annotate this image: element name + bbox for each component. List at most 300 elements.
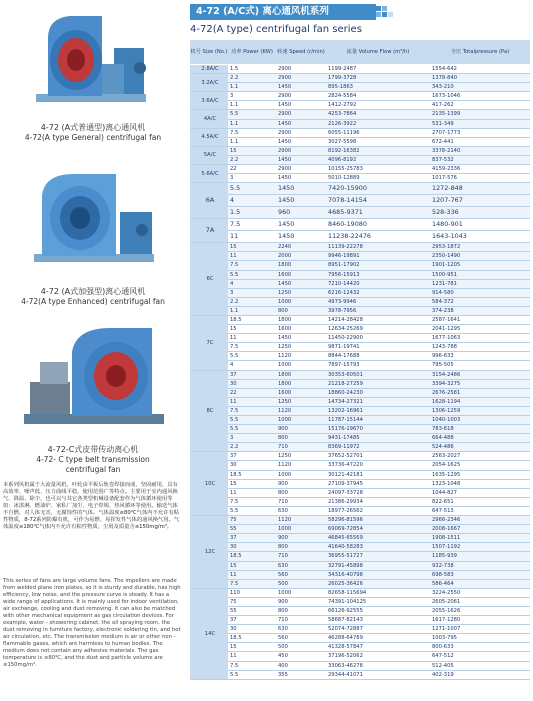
speed-cell: 1120 [276, 461, 326, 470]
speed-cell: 800 [276, 606, 326, 615]
volume-flow-cell: 7420-15900 [326, 183, 430, 195]
table-row [190, 146, 530, 155]
table-row [190, 361, 530, 370]
volume-flow-cell: 7897-15793 [326, 361, 430, 370]
volume-flow-cell: 33736-47220 [326, 461, 430, 470]
speed-cell: 1120 [276, 352, 326, 361]
table-row [190, 119, 530, 128]
volume-flow-cell: 74391-104125 [326, 597, 430, 606]
power-cell: 3 [228, 174, 276, 183]
speed-cell: 710 [276, 497, 326, 506]
table-row [190, 92, 530, 101]
total-pressure-cell: 2135-1399 [430, 110, 530, 119]
power-cell: 15 [228, 146, 276, 155]
table-row [190, 443, 530, 452]
table-row [190, 219, 530, 231]
total-pressure-cell: 1507-1192 [430, 543, 530, 552]
speed-cell: 1450 [276, 137, 326, 146]
total-pressure-cell: 2055-1626 [430, 606, 530, 615]
total-pressure-cell: 1243-788 [430, 343, 530, 352]
speed-cell: 2240 [276, 243, 326, 252]
spec-table [190, 40, 530, 680]
size-cell: 5A/C [190, 146, 228, 164]
speed-cell: 1800 [276, 261, 326, 270]
power-cell: 5.5 [228, 506, 276, 515]
speed-cell: 1800 [276, 315, 326, 324]
size-cell: 14C [190, 588, 228, 679]
power-cell: 7.5 [228, 128, 276, 137]
power-cell: 4 [228, 361, 276, 370]
speed-cell: 2900 [276, 110, 326, 119]
speed-cell: 400 [276, 661, 326, 670]
speed-cell: 1450 [276, 231, 326, 243]
power-cell: 7.5 [228, 261, 276, 270]
speed-cell: 1000 [276, 416, 326, 425]
size-cell: 7A [190, 219, 228, 243]
total-pressure-cell: 1272-848 [430, 183, 530, 195]
total-pressure-cell: 783-618 [430, 425, 530, 434]
volume-flow-cell: 1799-3728 [326, 74, 430, 83]
power-cell: 2.2 [228, 443, 276, 452]
power-cell: 15 [228, 479, 276, 488]
volume-flow-cell: 26025-36426 [326, 579, 430, 588]
power-cell: 37 [228, 452, 276, 461]
size-cell: 12C [190, 516, 228, 589]
table-row [190, 288, 530, 297]
total-pressure-cell: 531-349 [430, 119, 530, 128]
fan-image-enhanced [30, 168, 160, 268]
power-cell: 1.1 [228, 137, 276, 146]
size-cell: 6A [190, 183, 228, 219]
table-row [190, 279, 530, 288]
power-cell: 4 [228, 279, 276, 288]
power-cell: 18.5 [228, 552, 276, 561]
table-row [190, 616, 530, 625]
total-pressure-cell: 2008-1667 [430, 525, 530, 534]
total-pressure-cell: 822-651 [430, 497, 530, 506]
table-row [190, 597, 530, 606]
table-row [190, 479, 530, 488]
speed-cell: 900 [276, 534, 326, 543]
speed-cell: 560 [276, 634, 326, 643]
total-pressure-cell: 996-633 [430, 352, 530, 361]
table-row [190, 183, 530, 195]
total-pressure-cell: 2676-2581 [430, 388, 530, 397]
total-pressure-cell: 1003-795 [430, 634, 530, 643]
table-row [190, 101, 530, 110]
power-cell: 5.5 [228, 670, 276, 679]
total-pressure-cell: 1378-840 [430, 74, 530, 83]
total-pressure-cell: 1908-1511 [430, 534, 530, 543]
power-cell: 11 [228, 488, 276, 497]
speed-cell: 1800 [276, 379, 326, 388]
total-pressure-cell: 698-583 [430, 570, 530, 579]
power-cell: 75 [228, 516, 276, 525]
volume-flow-cell: 27109-37945 [326, 479, 430, 488]
power-cell: 11 [228, 252, 276, 261]
power-cell: 37 [228, 616, 276, 625]
total-pressure-cell: 524-486 [430, 443, 530, 452]
total-pressure-cell: 664-488 [430, 434, 530, 443]
power-cell: 110 [228, 588, 276, 597]
table-row [190, 452, 530, 461]
power-cell: 7.5 [228, 406, 276, 415]
volume-flow-cell: 33063-46278 [326, 661, 430, 670]
speed-cell: 800 [276, 488, 326, 497]
power-cell: 55 [228, 606, 276, 615]
decorative-squares-icon [376, 4, 406, 20]
volume-flow-cell: 4685-9371 [326, 207, 430, 219]
spec-table-header [190, 40, 530, 65]
table-row [190, 643, 530, 652]
speed-cell: 900 [276, 425, 326, 434]
power-cell: 15 [228, 243, 276, 252]
volume-flow-cell: 11139-22278 [326, 243, 430, 252]
caption-cn-general: 4-72 (A式普通型)离心通风机 [40, 123, 146, 132]
power-cell: 7.5 [228, 343, 276, 352]
volume-flow-cell: 2126-3922 [326, 119, 430, 128]
total-pressure-cell: 1554-642 [430, 65, 530, 74]
speed-cell: 800 [276, 306, 326, 315]
size-cell: 3.2A/C [190, 74, 228, 92]
volume-flow-cell: 8844-17688 [326, 352, 430, 361]
speed-cell: 1120 [276, 406, 326, 415]
total-pressure-cell: 1185-939 [430, 552, 530, 561]
volume-flow-cell: 8369-11972 [326, 443, 430, 452]
total-pressure-cell: 1500-951 [430, 270, 530, 279]
power-cell: 18.5 [228, 315, 276, 324]
speed-cell: 1450 [276, 83, 326, 92]
power-cell: 30 [228, 543, 276, 552]
total-pressure-cell: 402-319 [430, 670, 530, 679]
total-pressure-cell: 3378-2140 [430, 146, 530, 155]
caption-cn-c-type: 4-72-C式皮带传动离心机 [47, 445, 139, 454]
volume-flow-cell: 14214-28428 [326, 315, 430, 324]
size-cell: 3.6A/C [190, 92, 228, 110]
volume-flow-cell: 46288-64789 [326, 634, 430, 643]
power-cell: 4 [228, 195, 276, 207]
table-row [190, 516, 530, 525]
power-cell: 7.5 [228, 497, 276, 506]
table-row [190, 155, 530, 164]
speed-cell: 1450 [276, 155, 326, 164]
total-pressure-cell: 2707-1773 [430, 128, 530, 137]
size-cell: 2.8A/C [190, 65, 228, 74]
power-cell: 2.2 [228, 297, 276, 306]
total-pressure-cell: 837-532 [430, 155, 530, 164]
table-row [190, 397, 530, 406]
volume-flow-cell: 37196-52062 [326, 652, 430, 661]
total-pressure-cell: 1635-1295 [430, 470, 530, 479]
table-row [190, 461, 530, 470]
volume-flow-cell: 66126-92555 [326, 606, 430, 615]
volume-flow-cell: 29344-41071 [326, 670, 430, 679]
speed-cell: 1450 [276, 219, 326, 231]
speed-cell: 1600 [276, 388, 326, 397]
table-row [190, 334, 530, 343]
header-size: 机号 Size (No.) [190, 40, 228, 65]
total-pressure-cell: 1643-1043 [430, 231, 530, 243]
right-column [190, 0, 530, 701]
volume-flow-cell: 11787-15144 [326, 416, 430, 425]
total-pressure-cell: 647-513 [430, 506, 530, 515]
table-row [190, 74, 530, 83]
volume-flow-cell: 21386-29934 [326, 497, 430, 506]
table-row [190, 670, 530, 679]
speed-cell: 2900 [276, 74, 326, 83]
speed-cell: 960 [276, 207, 326, 219]
speed-cell: 500 [276, 579, 326, 588]
total-pressure-cell: 374-238 [430, 306, 530, 315]
volume-flow-cell: 18977-26562 [326, 506, 430, 515]
size-cell: 7C [190, 315, 228, 370]
speed-cell: 560 [276, 570, 326, 579]
total-pressure-cell: 586-464 [430, 579, 530, 588]
speed-cell: 710 [276, 443, 326, 452]
power-cell: 15 [228, 643, 276, 652]
table-row [190, 83, 530, 92]
table-row [190, 243, 530, 252]
table-row [190, 252, 530, 261]
total-pressure-cell: 343-210 [430, 83, 530, 92]
volume-flow-cell: 30353-60501 [326, 370, 430, 379]
total-pressure-cell: 672-441 [430, 137, 530, 146]
volume-flow-cell: 9431-17485 [326, 434, 430, 443]
table-row [190, 315, 530, 324]
speed-cell: 1450 [276, 174, 326, 183]
volume-flow-cell: 9946-19891 [326, 252, 430, 261]
volume-flow-cell: 46845-65569 [326, 534, 430, 543]
volume-flow-cell: 41328-57847 [326, 643, 430, 652]
power-cell: 5.5 [228, 416, 276, 425]
volume-flow-cell: 3027-5598 [326, 137, 430, 146]
table-row [190, 388, 530, 397]
volume-flow-cell: 11450-22900 [326, 334, 430, 343]
power-cell: 11 [228, 652, 276, 661]
total-pressure-cell: 800-633 [430, 643, 530, 652]
volume-flow-cell: 82658-115694 [326, 588, 430, 597]
speed-cell: 1250 [276, 343, 326, 352]
speed-cell: 2900 [276, 146, 326, 155]
speed-cell: 1600 [276, 325, 326, 334]
total-pressure-cell: 2054-1625 [430, 461, 530, 470]
volume-flow-cell: 4096-8192 [326, 155, 430, 164]
total-pressure-cell: 2587-1641 [430, 315, 530, 324]
speed-cell: 800 [276, 543, 326, 552]
total-pressure-cell: 512-405 [430, 661, 530, 670]
total-pressure-cell: 1901-1205 [430, 261, 530, 270]
speed-cell: 1250 [276, 452, 326, 461]
caption-en-c-type-1: 4-72- C type belt transmission [36, 455, 150, 464]
speed-cell: 1450 [276, 334, 326, 343]
power-cell: 7.5 [228, 661, 276, 670]
speed-cell: 1800 [276, 370, 326, 379]
total-pressure-cell: 2605-2061 [430, 597, 530, 606]
power-cell: 2.2 [228, 155, 276, 164]
total-pressure-cell: 647-512 [430, 652, 530, 661]
description-cn: 本系列风机属于大流量风机，叶轮由平板后轨卷焊接而成，坚固耐用，具有高效率、噪声低、压力曲线平稳，使用范围广等特点。主要用于室内通风换气、降温、除尘，也可以与其它各类型机械设备配套作为气体循环使用等如：冰淇淋、燃油炉、家私厂加尘、电子焊锡、热风循环等使用。输送气体不自燃，对人体无害，无腐蚀性的气体。气体温度≤80℃气体内不允许有粘性物质，8-72系列防爆有机，可作为易燃、易挥发性气体的通风换气用。气体温度≤180℃气体内不允许有粘性物质，尘屑及质量含≤150mg/m³。 [3, 482, 180, 530]
speed-cell: 2900 [276, 165, 326, 174]
total-pressure-cell: 4159-2336 [430, 165, 530, 174]
volume-flow-cell: 36955-51727 [326, 552, 430, 561]
speed-cell: 450 [276, 652, 326, 661]
speed-cell: 2900 [276, 65, 326, 74]
power-cell: 22 [228, 388, 276, 397]
power-cell: 15 [228, 561, 276, 570]
total-pressure-cell: 2953-1872 [430, 243, 530, 252]
table-row [190, 370, 530, 379]
table-row [190, 497, 530, 506]
size-cell: 8C [190, 370, 228, 452]
table-row [190, 297, 530, 306]
volume-flow-cell: 7078-14154 [326, 195, 430, 207]
volume-flow-cell: 895-1863 [326, 83, 430, 92]
power-cell: 7.5 [228, 579, 276, 588]
volume-flow-cell: 11238-22476 [326, 231, 430, 243]
size-cell: 10C [190, 452, 228, 516]
caption-en-general: 4-72(A type General) centrifugal fan [24, 133, 162, 142]
volume-flow-cell: 10155-25783 [326, 165, 430, 174]
table-row [190, 552, 530, 561]
total-pressure-cell: 1040-1003 [430, 416, 530, 425]
total-pressure-cell: 1271-1007 [430, 625, 530, 634]
table-row [190, 434, 530, 443]
speed-cell: 710 [276, 552, 326, 561]
power-cell: 7.5 [228, 219, 276, 231]
power-cell: 5.5 [228, 425, 276, 434]
power-cell: 1.1 [228, 119, 276, 128]
table-row [190, 165, 530, 174]
total-pressure-cell: 528-336 [430, 207, 530, 219]
table-row [190, 270, 530, 279]
volume-flow-cell: 69069-72854 [326, 525, 430, 534]
volume-flow-cell: 14734-27321 [326, 397, 430, 406]
speed-cell: 630 [276, 561, 326, 570]
power-cell: 3 [228, 288, 276, 297]
power-cell: 11 [228, 570, 276, 579]
total-pressure-cell: 2041-1295 [430, 325, 530, 334]
table-row [190, 110, 530, 119]
total-pressure-cell: 1306-1259 [430, 406, 530, 415]
caption-en-c-type-2: centrifugal fan [65, 465, 121, 474]
volume-flow-cell: 58687-82143 [326, 616, 430, 625]
total-pressure-cell: 914-580 [430, 288, 530, 297]
speed-cell: 1450 [276, 119, 326, 128]
power-cell: 30 [228, 461, 276, 470]
volume-flow-cell: 5010-12889 [326, 174, 430, 183]
volume-flow-cell: 1199-2487 [326, 65, 430, 74]
volume-flow-cell: 6216-12432 [326, 288, 430, 297]
total-pressure-cell: 1017-576 [430, 174, 530, 183]
header-power: 功率 Power (KW) [228, 40, 276, 65]
total-pressure-cell: 584-372 [430, 297, 530, 306]
speed-cell: 2900 [276, 128, 326, 137]
speed-cell: 2900 [276, 92, 326, 101]
fan-image-general [30, 8, 160, 108]
volume-flow-cell: 30121-42181 [326, 470, 430, 479]
size-cell: 4A/C [190, 110, 228, 128]
volume-flow-cell: 7210-14420 [326, 279, 430, 288]
power-cell: 1.5 [228, 207, 276, 219]
table-row [190, 352, 530, 361]
speed-cell: 1450 [276, 101, 326, 110]
volume-flow-cell: 58296-81596 [326, 516, 430, 525]
table-row [190, 416, 530, 425]
table-row [190, 534, 530, 543]
volume-flow-cell: 34316-40798 [326, 570, 430, 579]
caption-cn-enhanced: 4-72 (A式加强型)离心通风机 [40, 287, 146, 296]
power-cell: 22 [228, 165, 276, 174]
volume-flow-cell: 21218-27259 [326, 379, 430, 388]
speed-cell: 1450 [276, 195, 326, 207]
table-row [190, 207, 530, 219]
caption-en-enhanced: 4-72(A type Enhanced) centrifugal fan [21, 297, 165, 306]
table-row [190, 231, 530, 243]
table-row [190, 579, 530, 588]
volume-flow-cell: 7956-15913 [326, 270, 430, 279]
header-volume-flow: 流量 Volume Flow (m³/h) [326, 40, 430, 65]
power-cell: 5.5 [228, 352, 276, 361]
speed-cell: 2000 [276, 252, 326, 261]
table-row [190, 488, 530, 497]
size-cell: 6C [190, 243, 228, 316]
speed-cell: 1600 [276, 270, 326, 279]
speed-cell: 1120 [276, 516, 326, 525]
volume-flow-cell: 15176-19670 [326, 425, 430, 434]
volume-flow-cell: 24097-33728 [326, 488, 430, 497]
power-cell: 1.1 [228, 83, 276, 92]
power-cell: 11 [228, 334, 276, 343]
total-pressure-cell: 1677-1063 [430, 334, 530, 343]
power-cell: 5.5 [228, 183, 276, 195]
table-row [190, 652, 530, 661]
volume-flow-cell: 37652-52701 [326, 452, 430, 461]
total-pressure-cell: 1673-1046 [430, 92, 530, 101]
size-cell: 5.6A/C [190, 165, 228, 183]
table-row [190, 570, 530, 579]
volume-flow-cell: 4253-7864 [326, 110, 430, 119]
table-row [190, 525, 530, 534]
speed-cell: 800 [276, 434, 326, 443]
total-pressure-cell: 1044-827 [430, 488, 530, 497]
power-cell: 3 [228, 92, 276, 101]
power-cell: 11 [228, 397, 276, 406]
speed-cell: 1450 [276, 279, 326, 288]
volume-flow-cell: 13202-16961 [326, 406, 430, 415]
volume-flow-cell: 8192-16382 [326, 146, 430, 155]
power-cell: 1.1 [228, 101, 276, 110]
volume-flow-cell: 2824-5584 [326, 92, 430, 101]
table-row [190, 634, 530, 643]
volume-flow-cell: 18860-24230 [326, 388, 430, 397]
total-pressure-cell: 1207-767 [430, 195, 530, 207]
power-cell: 5.5 [228, 110, 276, 119]
fan-image-c-type [20, 322, 170, 432]
total-pressure-cell: 2966-2346 [430, 516, 530, 525]
speed-cell: 1000 [276, 525, 326, 534]
table-row [190, 174, 530, 183]
speed-cell: 1000 [276, 297, 326, 306]
header-total-pressure: 全压 Totalpressure (Pa) [430, 40, 530, 65]
volume-flow-cell: 8951-17902 [326, 261, 430, 270]
table-row [190, 470, 530, 479]
total-pressure-cell: 3224-2550 [430, 588, 530, 597]
volume-flow-cell: 3978-7956 [326, 306, 430, 315]
table-row [190, 379, 530, 388]
power-cell: 55 [228, 525, 276, 534]
volume-flow-cell: 41640-58283 [326, 543, 430, 552]
power-cell: 11 [228, 231, 276, 243]
